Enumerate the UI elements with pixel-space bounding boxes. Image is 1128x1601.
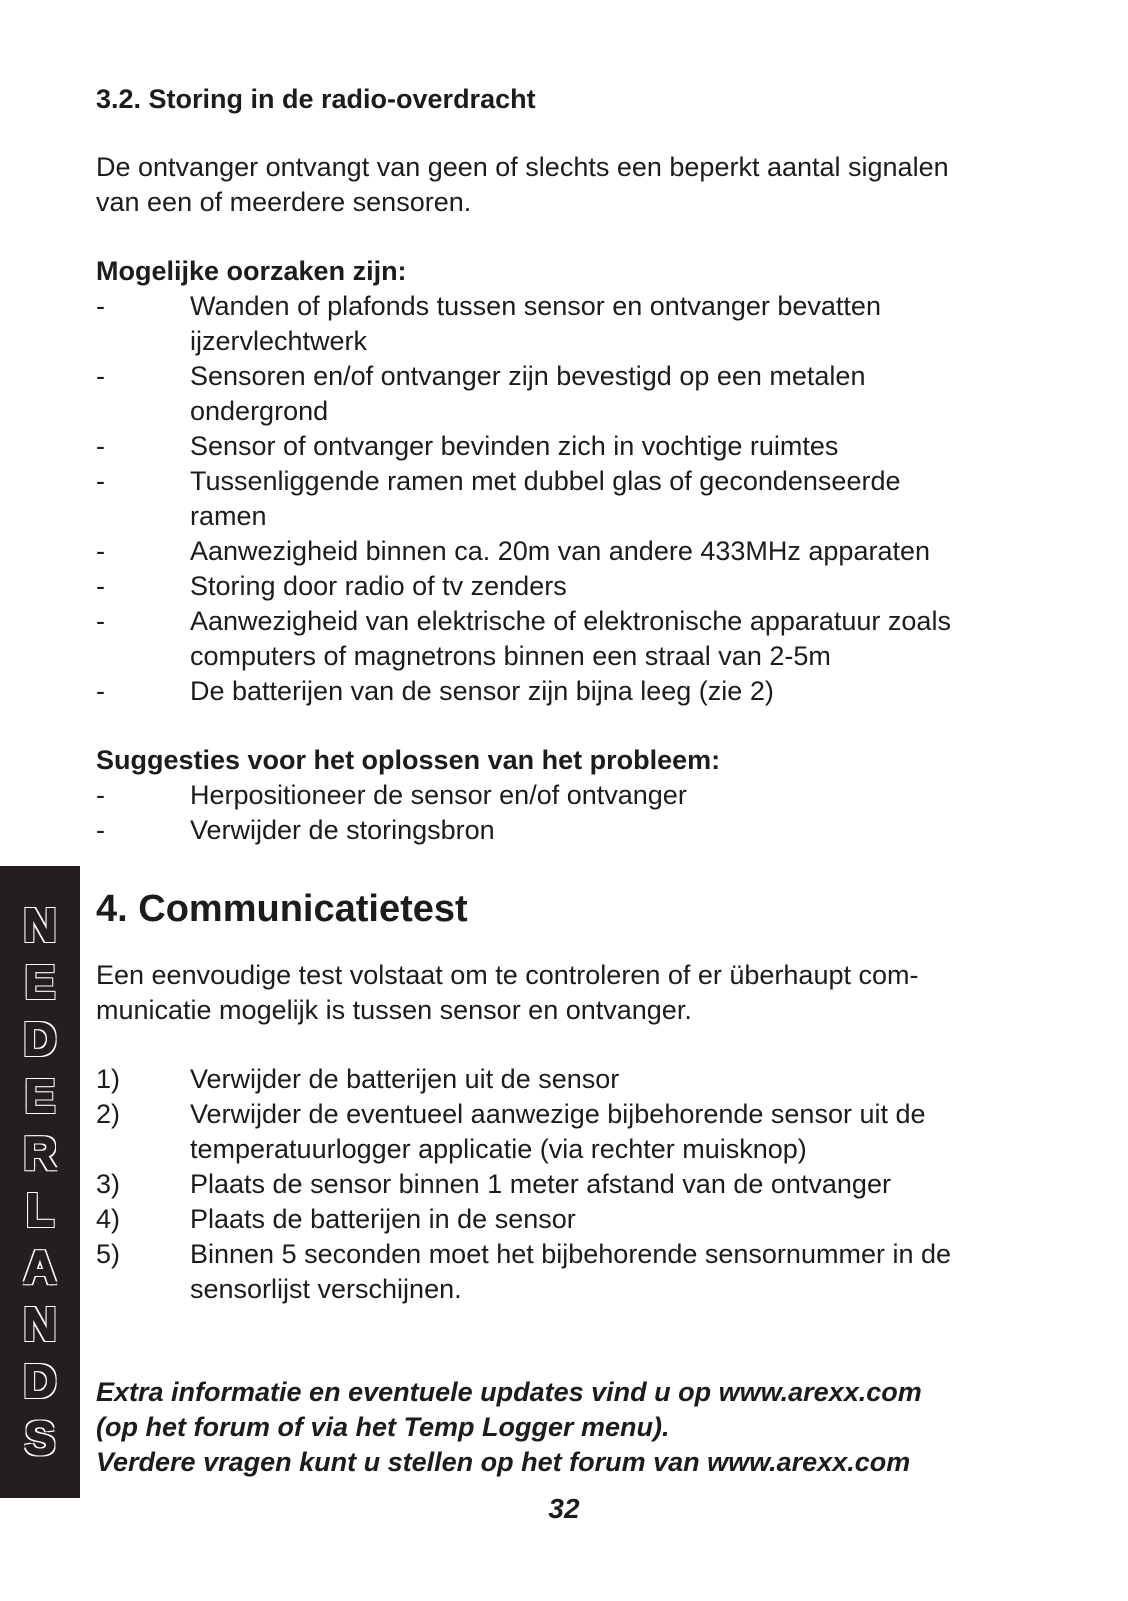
list-item [96, 534, 1056, 569]
info-note [96, 1375, 1056, 1480]
side-tab-letter: D [23, 1013, 57, 1065]
intro-line: van een of meerdere sensoren. [96, 187, 472, 217]
suggestions-label: Suggesties voor het oplossen van het probleem: [96, 745, 721, 775]
step-line: sensorlijst verschijnen. [190, 1274, 462, 1304]
step-line: Plaats de batterijen in de sensor [190, 1204, 576, 1234]
list-item [96, 289, 1056, 359]
list-item [96, 569, 1056, 604]
list-item [96, 429, 1056, 464]
side-tab-letter: N [23, 899, 57, 951]
list-item-line: Sensor of ontvanger bevinden zich in vochtige ruimtes [190, 431, 839, 461]
list-item-line: Sensoren en/of ontvanger zijn bevestigd op een metalen [190, 361, 866, 391]
bullet: - [96, 536, 105, 566]
side-tab-letter: L [25, 1184, 55, 1236]
side-tab-letter: E [24, 1070, 56, 1122]
bullet: - [96, 291, 105, 321]
list-item-line: Tussenliggende ramen met dubbel glas of gecondenseerde [190, 466, 901, 496]
step-line: Verwijder de eventueel aanwezige bijbehorende sensor uit de [190, 1099, 926, 1129]
step-line: Binnen 5 seconden moet het bijbehorende sensornummer in de [190, 1239, 951, 1269]
list-item-line: Wanden of plafonds tussen sensor en ontvanger bevatten [190, 291, 881, 321]
list-item [96, 778, 1056, 813]
causes-list [96, 289, 1056, 709]
bullet: - [96, 361, 105, 391]
side-tab-letter: S [24, 1412, 56, 1464]
list-item-line: Storing door radio of tv zenders [190, 571, 567, 601]
list-item-line: De batterijen van de sensor zijn bijna leeg (zie 2) [190, 676, 774, 706]
step-item [96, 1202, 1056, 1237]
list-item-text: Verwijder de storingsbron [190, 815, 495, 845]
list-item-line: ijzervlechtwerk [190, 326, 368, 356]
step-item [96, 1062, 1056, 1097]
section-4-intro [96, 958, 1056, 1028]
step-number: 5) [96, 1239, 121, 1269]
page-number: 32 [548, 1493, 580, 1524]
causes-label: Mogelijke oorzaken zijn: [96, 256, 407, 286]
bullet: - [96, 815, 105, 845]
note-line: Verdere vragen kunt u stellen op het forum van www.arexx.com [96, 1447, 911, 1477]
side-tab-letter: A [23, 1241, 57, 1293]
list-item-line: Aanwezigheid binnen ca. 20m van andere 433MHz apparaten [190, 536, 930, 566]
list-item [96, 813, 1056, 848]
step-number: 3) [96, 1169, 121, 1199]
page-content [96, 82, 1056, 1480]
side-tab-letter: D [23, 1355, 57, 1407]
side-tab-letter: E [24, 956, 56, 1008]
side-tab-letter: N [23, 1298, 57, 1350]
step-line: Verwijder de batterijen uit de sensor [190, 1064, 620, 1094]
bullet: - [96, 676, 105, 706]
section-3-2-heading: 3.2. Storing in de radio-overdracht [96, 84, 536, 114]
step-line: Plaats de sensor binnen 1 meter afstand van de ontvanger [190, 1169, 891, 1199]
step-item [96, 1097, 1056, 1167]
suggestions-list [96, 778, 1056, 848]
bullet: - [96, 571, 105, 601]
list-item-text: Herpositioneer de sensor en/of ontvanger [190, 780, 687, 810]
bullet: - [96, 780, 105, 810]
intro-line: De ontvanger ontvangt van geen of slechts een beperkt aantal signalen [96, 152, 949, 182]
list-item-line: ramen [190, 501, 267, 531]
section-3-2-intro [96, 150, 1056, 220]
intro-line: municatie mogelijk is tussen sensor en ontvanger. [96, 995, 692, 1025]
intro-line: Een eenvoudige test volstaat om te controleren of er überhaupt com- [96, 960, 919, 990]
step-number: 2) [96, 1099, 121, 1129]
bullet: - [96, 606, 105, 636]
steps-list [96, 1062, 1056, 1307]
section-4-heading: 4. Communicatietest [96, 888, 468, 930]
note-line: (op het forum of via het Temp Logger menu). [96, 1412, 670, 1442]
list-item-line: computers of magnetrons binnen een straal van 2-5m [190, 641, 831, 671]
list-item [96, 464, 1056, 534]
bullet: - [96, 431, 105, 461]
note-line: Extra informatie en eventuele updates vind u op www.arexx.com [96, 1377, 922, 1407]
language-side-tab [0, 866, 80, 1498]
list-item [96, 674, 1056, 709]
step-item [96, 1237, 1056, 1307]
bullet: - [96, 466, 105, 496]
list-item-line: ondergrond [190, 396, 329, 426]
list-item [96, 359, 1056, 429]
side-tab-letter: R [23, 1127, 57, 1179]
list-item [96, 604, 1056, 674]
step-number: 4) [96, 1204, 121, 1234]
step-item [96, 1167, 1056, 1202]
list-item-line: Aanwezigheid van elektrische of elektronische apparatuur zoals [190, 606, 951, 636]
step-line: temperatuurlogger applicatie (via rechter muisknop) [190, 1134, 807, 1164]
step-number: 1) [96, 1064, 121, 1094]
